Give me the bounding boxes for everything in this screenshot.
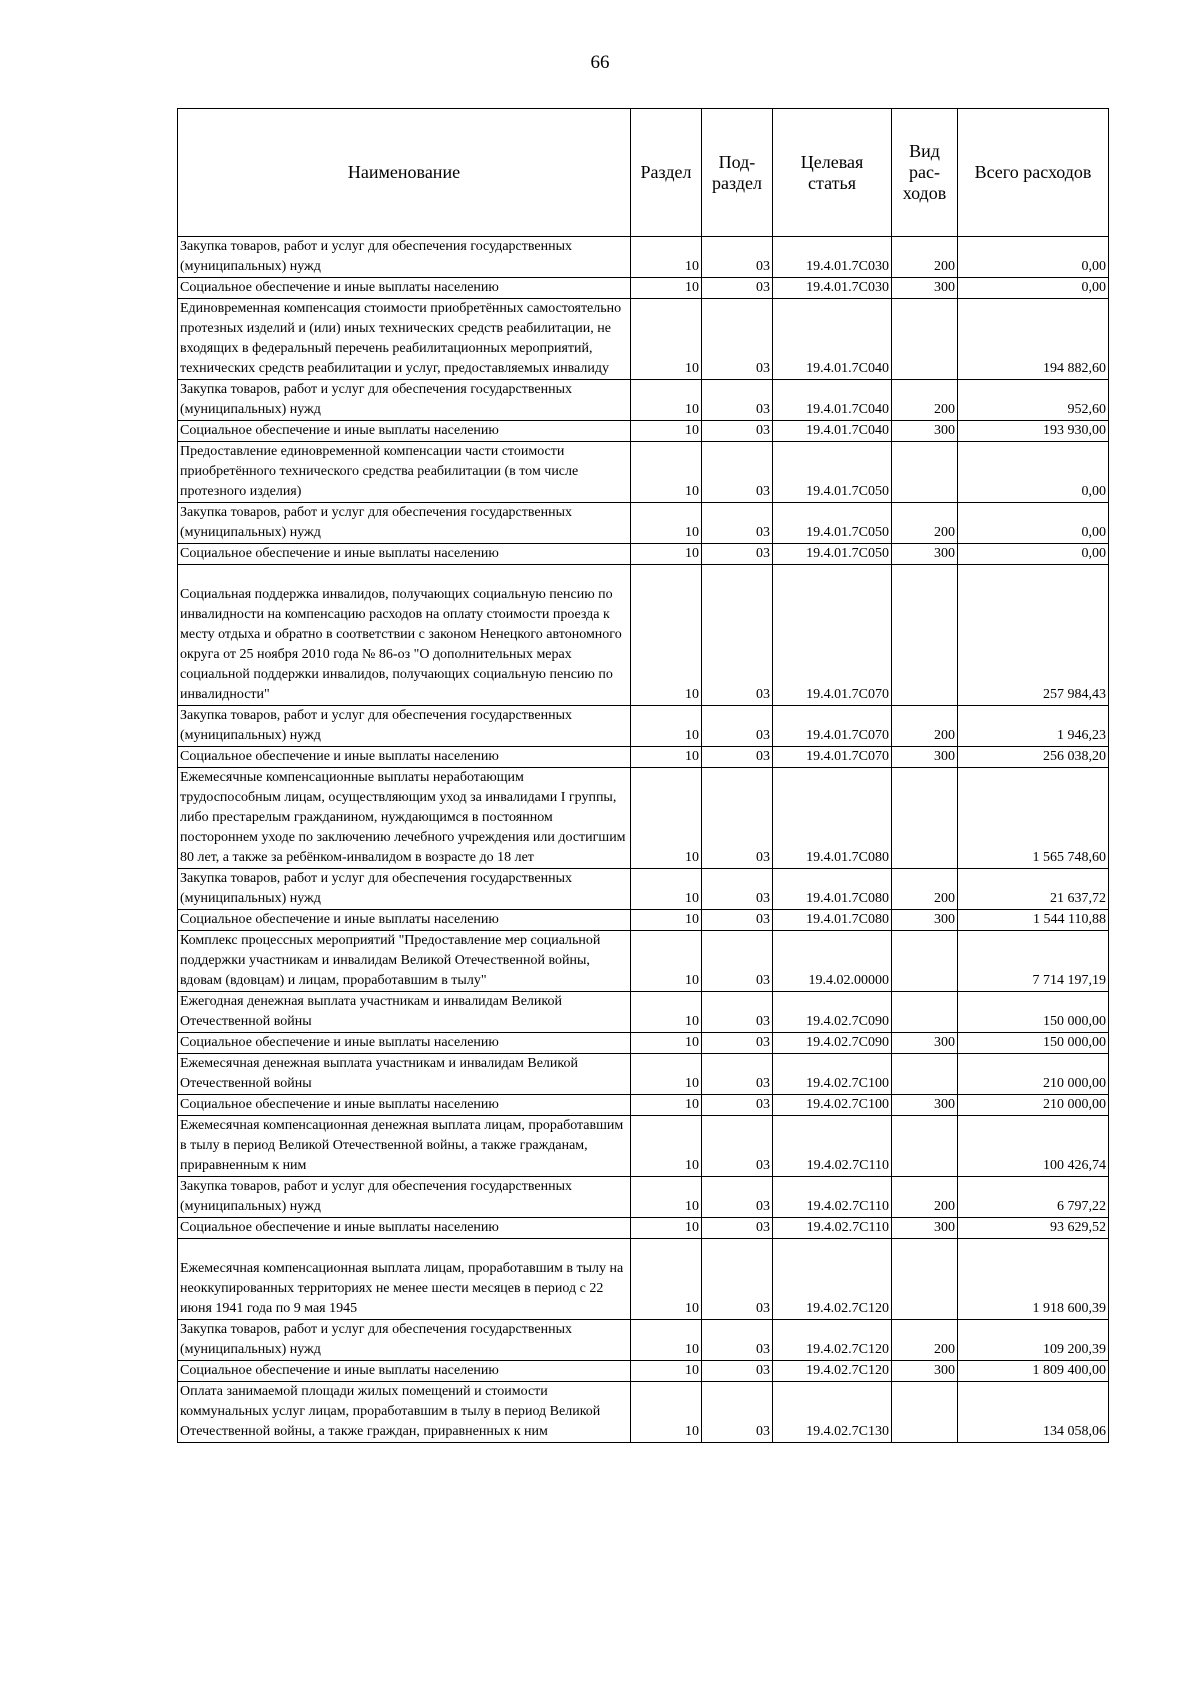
cell-section: 10 xyxy=(631,992,702,1033)
cell-name: Социальное обеспечение и иные выплаты населению xyxy=(178,421,631,442)
cell-kind: 200 xyxy=(892,706,958,747)
cell-kind: 300 xyxy=(892,1095,958,1116)
cell-target: 19.4.02.7С120 xyxy=(773,1320,892,1361)
table-row xyxy=(178,565,1109,706)
cell-kind: 200 xyxy=(892,869,958,910)
cell-target: 19.4.02.7С090 xyxy=(773,1033,892,1054)
table-row xyxy=(178,931,1109,992)
cell-subsection: 03 xyxy=(702,380,773,421)
cell-kind: 200 xyxy=(892,1177,958,1218)
cell-target: 19.4.02.7С120 xyxy=(773,1361,892,1382)
cell-total: 6 797,22 xyxy=(958,1177,1109,1218)
table-row xyxy=(178,869,1109,910)
cell-name: Закупка товаров, работ и услуг для обеспечения государственных (муниципальных) нужд xyxy=(178,869,631,910)
table-row xyxy=(178,1033,1109,1054)
cell-kind: 300 xyxy=(892,910,958,931)
cell-target: 19.4.02.7С090 xyxy=(773,992,892,1033)
cell-subsection: 03 xyxy=(702,1320,773,1361)
cell-subsection: 03 xyxy=(702,910,773,931)
cell-target: 19.4.02.7С110 xyxy=(773,1218,892,1239)
header-kind: Вид рас- ходов xyxy=(892,109,958,237)
cell-total: 21 637,72 xyxy=(958,869,1109,910)
cell-total: 150 000,00 xyxy=(958,992,1109,1033)
cell-target: 19.4.01.7С050 xyxy=(773,442,892,503)
cell-target: 19.4.01.7С070 xyxy=(773,747,892,768)
table-row xyxy=(178,1177,1109,1218)
cell-total: 0,00 xyxy=(958,503,1109,544)
cell-total: 1 918 600,39 xyxy=(958,1239,1109,1320)
cell-kind: 300 xyxy=(892,1033,958,1054)
cell-total: 0,00 xyxy=(958,544,1109,565)
cell-total: 100 426,74 xyxy=(958,1116,1109,1177)
cell-name: Социальное обеспечение и иные выплаты населению xyxy=(178,747,631,768)
cell-target: 19.4.02.7С100 xyxy=(773,1054,892,1095)
cell-total: 952,60 xyxy=(958,380,1109,421)
cell-name: Закупка товаров, работ и услуг для обеспечения государственных (муниципальных) нужд xyxy=(178,237,631,278)
cell-kind xyxy=(892,442,958,503)
cell-name: Социальное обеспечение и иные выплаты населению xyxy=(178,910,631,931)
cell-kind: 300 xyxy=(892,1218,958,1239)
table-row xyxy=(178,768,1109,869)
cell-total: 1 544 110,88 xyxy=(958,910,1109,931)
table-row xyxy=(178,1054,1109,1095)
cell-name: Социальное обеспечение и иные выплаты населению xyxy=(178,1361,631,1382)
table-row xyxy=(178,1116,1109,1177)
cell-target: 19.4.01.7С080 xyxy=(773,869,892,910)
cell-subsection: 03 xyxy=(702,442,773,503)
table-row xyxy=(178,1382,1109,1443)
cell-total: 210 000,00 xyxy=(958,1095,1109,1116)
cell-subsection: 03 xyxy=(702,1382,773,1443)
cell-target: 19.4.01.7С040 xyxy=(773,299,892,380)
cell-name: Закупка товаров, работ и услуг для обеспечения государственных (муниципальных) нужд xyxy=(178,706,631,747)
header-total: Всего расходов xyxy=(958,109,1109,237)
table-row xyxy=(178,503,1109,544)
table-row xyxy=(178,706,1109,747)
header-subsection: Под- раздел xyxy=(702,109,773,237)
cell-name: Социальное обеспечение и иные выплаты населению xyxy=(178,278,631,299)
cell-section: 10 xyxy=(631,380,702,421)
cell-section: 10 xyxy=(631,278,702,299)
cell-kind: 300 xyxy=(892,278,958,299)
header-target: Целевая статья xyxy=(773,109,892,237)
cell-subsection: 03 xyxy=(702,1239,773,1320)
cell-total: 1 809 400,00 xyxy=(958,1361,1109,1382)
budget-table xyxy=(177,108,1109,1443)
cell-target: 19.4.01.7С030 xyxy=(773,237,892,278)
cell-name: Социальное обеспечение и иные выплаты населению xyxy=(178,1218,631,1239)
cell-subsection: 03 xyxy=(702,278,773,299)
cell-target: 19.4.01.7С080 xyxy=(773,910,892,931)
cell-section: 10 xyxy=(631,747,702,768)
cell-subsection: 03 xyxy=(702,565,773,706)
cell-kind: 300 xyxy=(892,1361,958,1382)
cell-section: 10 xyxy=(631,706,702,747)
cell-section: 10 xyxy=(631,768,702,869)
cell-kind: 200 xyxy=(892,237,958,278)
cell-target: 19.4.02.7С110 xyxy=(773,1116,892,1177)
cell-subsection: 03 xyxy=(702,1361,773,1382)
cell-name: Социальное обеспечение и иные выплаты населению xyxy=(178,1095,631,1116)
cell-kind xyxy=(892,1116,958,1177)
cell-kind xyxy=(892,768,958,869)
cell-section: 10 xyxy=(631,1361,702,1382)
cell-name: Ежемесячная компенсационная денежная выплата лицам, проработавшим в тылу в период Великой Отечественной войны, а также гражданам, приравненным к ним xyxy=(178,1116,631,1177)
cell-section: 10 xyxy=(631,442,702,503)
cell-section: 10 xyxy=(631,503,702,544)
cell-subsection: 03 xyxy=(702,544,773,565)
cell-subsection: 03 xyxy=(702,1177,773,1218)
cell-section: 10 xyxy=(631,1320,702,1361)
table-row xyxy=(178,421,1109,442)
cell-subsection: 03 xyxy=(702,1116,773,1177)
cell-subsection: 03 xyxy=(702,706,773,747)
cell-target: 19.4.02.00000 xyxy=(773,931,892,992)
cell-target: 19.4.01.7С030 xyxy=(773,278,892,299)
cell-section: 10 xyxy=(631,544,702,565)
cell-subsection: 03 xyxy=(702,237,773,278)
cell-section: 10 xyxy=(631,1382,702,1443)
cell-total: 93 629,52 xyxy=(958,1218,1109,1239)
cell-subsection: 03 xyxy=(702,747,773,768)
cell-subsection: 03 xyxy=(702,1054,773,1095)
cell-kind xyxy=(892,1054,958,1095)
cell-kind: 300 xyxy=(892,544,958,565)
cell-target: 19.4.01.7С050 xyxy=(773,503,892,544)
cell-total: 134 058,06 xyxy=(958,1382,1109,1443)
cell-total: 0,00 xyxy=(958,442,1109,503)
table-row xyxy=(178,992,1109,1033)
table-header xyxy=(178,109,1109,237)
cell-name: Социальное обеспечение и иные выплаты населению xyxy=(178,544,631,565)
cell-kind: 300 xyxy=(892,747,958,768)
cell-section: 10 xyxy=(631,237,702,278)
header-section: Раздел xyxy=(631,109,702,237)
cell-target: 19.4.01.7С080 xyxy=(773,768,892,869)
cell-total: 150 000,00 xyxy=(958,1033,1109,1054)
cell-section: 10 xyxy=(631,565,702,706)
cell-kind xyxy=(892,299,958,380)
page-number: 66 xyxy=(590,52,610,73)
cell-name: Социальная поддержка инвалидов, получающих социальную пенсию по инвалидности на компенсацию расходов на оплату стоимости проезда к месту отдыха и обратно в соответствии с законом Ненецкого автономного округа от 25 ноября 2010 года № 86-оз "О дополнительных мерах социальной поддержки инвалидов, получающих социальную пенсию по инвалидности" xyxy=(178,565,631,706)
cell-subsection: 03 xyxy=(702,421,773,442)
cell-total: 193 930,00 xyxy=(958,421,1109,442)
cell-target: 19.4.01.7С070 xyxy=(773,706,892,747)
cell-name: Закупка товаров, работ и услуг для обеспечения государственных (муниципальных) нужд xyxy=(178,1177,631,1218)
cell-kind: 200 xyxy=(892,380,958,421)
cell-subsection: 03 xyxy=(702,1095,773,1116)
cell-target: 19.4.01.7С040 xyxy=(773,380,892,421)
cell-name: Единовременная компенсация стоимости приобретённых самостоятельно протезных изделий и (или) иных технических средств реабилитации, не входящих в федеральный перечень реабилитационных мероприятий, технических средств реабилитации и услуг, предоставляемых инвалиду xyxy=(178,299,631,380)
table-row xyxy=(178,299,1109,380)
cell-section: 10 xyxy=(631,1116,702,1177)
cell-section: 10 xyxy=(631,1177,702,1218)
cell-section: 10 xyxy=(631,1033,702,1054)
cell-subsection: 03 xyxy=(702,992,773,1033)
table-row xyxy=(178,237,1109,278)
table-row xyxy=(178,380,1109,421)
cell-total: 0,00 xyxy=(958,278,1109,299)
cell-section: 10 xyxy=(631,1218,702,1239)
cell-total: 257 984,43 xyxy=(958,565,1109,706)
cell-target: 19.4.01.7С040 xyxy=(773,421,892,442)
cell-total: 7 714 197,19 xyxy=(958,931,1109,992)
table-row xyxy=(178,1095,1109,1116)
cell-kind xyxy=(892,1239,958,1320)
cell-kind xyxy=(892,931,958,992)
table-row xyxy=(178,544,1109,565)
cell-kind: 200 xyxy=(892,503,958,544)
cell-section: 10 xyxy=(631,1054,702,1095)
cell-subsection: 03 xyxy=(702,1218,773,1239)
cell-name: Предоставление единовременной компенсации части стоимости приобретённого технического средства реабилитации (в том числе протезного изделия) xyxy=(178,442,631,503)
cell-name: Закупка товаров, работ и услуг для обеспечения государственных (муниципальных) нужд xyxy=(178,503,631,544)
cell-section: 10 xyxy=(631,869,702,910)
cell-name: Ежемесячные компенсационные выплаты неработающим трудоспособным лицам, осуществляющим уход за инвалидами I группы, либо престарелым гражданином, нуждающимся в постоянном постороннем уходе по заключению лечебного учреждения или достигшим 80 лет, а также за ребёнком-инвалидом в возрасте до 18 лет xyxy=(178,768,631,869)
cell-total: 210 000,00 xyxy=(958,1054,1109,1095)
cell-name: Оплата занимаемой площади жилых помещений и стоимости коммунальных услуг лицам, проработавшим в тылу в период Великой Отечественной войны, а также граждан, приравненных к ним xyxy=(178,1382,631,1443)
cell-name: Закупка товаров, работ и услуг для обеспечения государственных (муниципальных) нужд xyxy=(178,380,631,421)
cell-section: 10 xyxy=(631,1239,702,1320)
cell-total: 256 038,20 xyxy=(958,747,1109,768)
table-row xyxy=(178,910,1109,931)
cell-name: Ежемесячная денежная выплата участникам и инвалидам Великой Отечественной войны xyxy=(178,1054,631,1095)
cell-section: 10 xyxy=(631,910,702,931)
cell-target: 19.4.02.7С110 xyxy=(773,1177,892,1218)
cell-subsection: 03 xyxy=(702,768,773,869)
table-row xyxy=(178,1320,1109,1361)
cell-kind: 200 xyxy=(892,1320,958,1361)
cell-name: Ежегодная денежная выплата участникам и инвалидам Великой Отечественной войны xyxy=(178,992,631,1033)
cell-target: 19.4.02.7С120 xyxy=(773,1239,892,1320)
cell-section: 10 xyxy=(631,1095,702,1116)
table-row xyxy=(178,442,1109,503)
cell-section: 10 xyxy=(631,421,702,442)
cell-target: 19.4.01.7С050 xyxy=(773,544,892,565)
cell-target: 19.4.01.7С070 xyxy=(773,565,892,706)
cell-target: 19.4.02.7С100 xyxy=(773,1095,892,1116)
cell-total: 109 200,39 xyxy=(958,1320,1109,1361)
table-row xyxy=(178,1361,1109,1382)
cell-kind xyxy=(892,565,958,706)
cell-name: Комплекс процессных мероприятий "Предоставление мер социальной поддержки участникам и инвалидам Великой Отечественной войны, вдовам (вдовцам) и лицам, проработавшим в тылу" xyxy=(178,931,631,992)
cell-subsection: 03 xyxy=(702,931,773,992)
table-row xyxy=(178,278,1109,299)
cell-total: 1 946,23 xyxy=(958,706,1109,747)
cell-kind xyxy=(892,992,958,1033)
header-name: Наименование xyxy=(178,109,631,237)
table-body xyxy=(178,237,1109,1443)
cell-subsection: 03 xyxy=(702,869,773,910)
cell-subsection: 03 xyxy=(702,503,773,544)
cell-section: 10 xyxy=(631,931,702,992)
cell-total: 0,00 xyxy=(958,237,1109,278)
cell-total: 194 882,60 xyxy=(958,299,1109,380)
cell-name: Закупка товаров, работ и услуг для обеспечения государственных (муниципальных) нужд xyxy=(178,1320,631,1361)
cell-name: Социальное обеспечение и иные выплаты населению xyxy=(178,1033,631,1054)
cell-section: 10 xyxy=(631,299,702,380)
cell-kind: 300 xyxy=(892,421,958,442)
cell-total: 1 565 748,60 xyxy=(958,768,1109,869)
cell-subsection: 03 xyxy=(702,299,773,380)
cell-name: Ежемесячная компенсационная выплата лицам, проработавшим в тылу на неоккупированных территориях не менее шести месяцев в период с 22 июня 1941 года по 9 мая 1945 xyxy=(178,1239,631,1320)
cell-kind xyxy=(892,1382,958,1443)
cell-target: 19.4.02.7С130 xyxy=(773,1382,892,1443)
cell-subsection: 03 xyxy=(702,1033,773,1054)
table-row xyxy=(178,1239,1109,1320)
table-row xyxy=(178,747,1109,768)
table-row xyxy=(178,1218,1109,1239)
